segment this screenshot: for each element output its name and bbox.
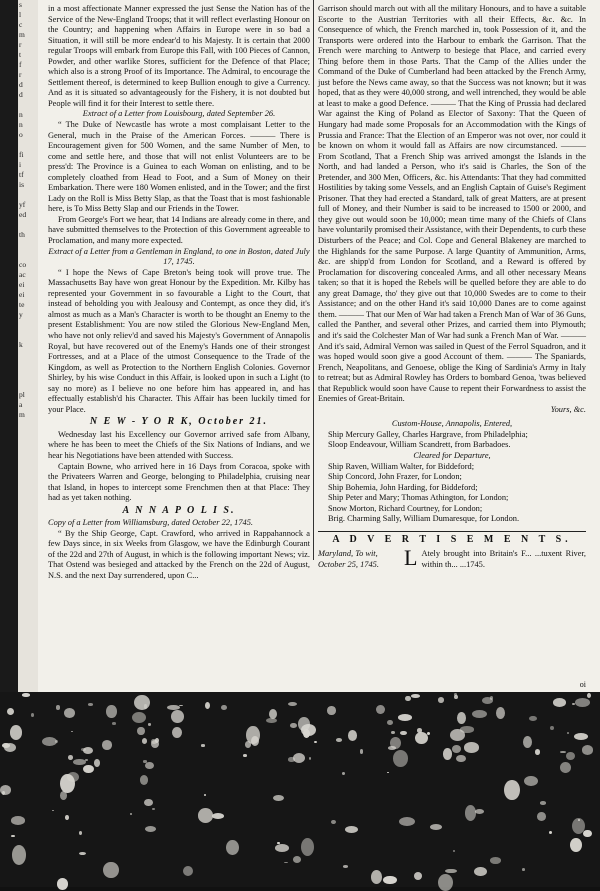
scan-speck [414,872,423,880]
margin-fragment: r [19,70,22,79]
scan-speck [245,741,251,748]
scan-speck [301,838,314,856]
ad-text: Ately brought into Britain's F... ...tuxent River, within th... ...1745. [421,549,586,569]
scan-speck [314,741,317,744]
scan-speck [172,727,182,738]
scan-speck [57,878,69,890]
margin-fragment: d [19,90,23,99]
scan-speck [399,817,415,826]
cleared-ship-6: Brig. Charming Sally, William Dumaresque, for London. [328,514,520,524]
scan-speck [273,795,284,801]
margin-fragment [18,460,38,470]
margin-fragment: m [19,410,25,419]
scan-speck [572,818,585,834]
margin-fragment [18,190,38,200]
scan-speck [567,732,569,734]
margin-fragment [18,450,38,460]
scan-speck [465,805,477,821]
margin-fragment: l [19,10,22,19]
scan-speck [22,693,29,696]
scan-speck [427,732,430,735]
margin-fragment: c [19,20,23,29]
scan-speck [204,794,206,796]
scan-speck [68,755,73,760]
scan-speck [288,702,297,706]
scan-speck [130,813,133,814]
extract-england: Extract of a Letter from a Gentleman in England, to one in Boston, dated July 17, 1745. [48,246,310,267]
right-paragraph-1: Garrison should march out with all the military Honours, and to have a suitable Escorte to the Austrian Territories with all their Effects, &c. &c. In Consequence of which, the French marched in, took Possession of it, and the Transports were ordered into the Harbour to embark the Garrison. That the French were marching to Antwerp to besiege that Place, and carried every Thing before them in those Parts. That the Camp of the Allies under the Command of the Duke of Cumberland had been attacked by the French Army, just before the News came away, so that the Success was not known; but it was hoped, that as they were 40,000 strong, and well intrenched, they would be able at least to make a good Defence. ——— That the King of Prussia had declared War against the King of Poland as Elector of Saxony: That the Queen of Hungary had made some Proposals for an Accommodation with the Kings of Prussia and France: That the Election of an Emperor was not over, nor could it be known on whom it would fall as Affairs are now circumstanced. ——— From Scotland, That a French Ship was arrived amongst the Islands in the North, and had landed a Person, who it's said is Charles, the Son of the Pretender, and 300 Men, Officers, &c. his Attendants: That they had committed Hostilities by taking some Vessels, and an English Captain of Guise's Regiment Prisoner. That they had erected a Standard, talk of great Matters, are at present full of Money, and their Number is said to be increased to 1500 or 2000, and they give out would soon be 10,000; mean time many of the Chiefs of Clans have voluntarily promised their Assistance, with their Dependents, to curb these Disturbers of the Peace; and Col. Cope and General Blakeney are marched to the Highlands for the same Purpose. A large Quantity of Ammunition, Arms, &c. are shipp'd from London for Scotland, and a Reward is offered by Proclamation for discovering concealed Arms, and all other necessary Means taken; so that it is hoped the Rebels will be quelled before they are able to do any great Damage, tho' they give out that 10,000 Swedes are to come to their Assistance; and on the other Hand it's said 10,000 Danes are to come against them. ——— That our Men of War had taken a French Man of War of 36 Guns, called the Panther, and several other Prizes, and carried them into Plymouth; and it's said the Colchester Man of War had sunk a French Man of War. ——— And it's said, Admiral Vernon was sailed in Quest of the Ferrol Squadron, and it was hoped would soon give a good Account of them. ——— The Spaniards, French, Neapolitans, and Genoese, oblige the King of Sardinia's Army in Italy to retreat; but as Admiral Rowley has Orders to bombard Genoa, 'twas believed that Republick would soon have Cause to repent their Forwardness to assist the Enemies of Great-Britain. [318,4,586,404]
scan-speck [56,705,60,709]
scan-speck [11,835,15,838]
scan-speck [336,738,342,742]
margin-fragment: o [19,130,23,139]
cleared-ship-4: Ship Peter and Mary; Thomas Athington, for London; [328,493,509,503]
scan-speck [376,705,385,714]
margin-fragment: s [19,0,22,9]
scan-speck [348,730,357,741]
scan-speck [535,749,540,755]
scan-speck [288,757,294,761]
advertisement [318,549,586,570]
scan-speck [212,813,224,819]
scan-speck [327,706,335,715]
margin-fragment [18,250,38,260]
margin-fragment: a [19,400,23,409]
scan-speck [587,693,591,698]
scan-speck [452,745,461,753]
scan-speck [438,697,445,703]
margin-fragment [18,350,38,360]
scan-speck [83,765,94,773]
annapolis-heading: A N N A P O L I S. [122,504,236,516]
scan-speck [94,759,100,767]
scan-speck [67,772,79,782]
scan-speck [460,726,474,732]
left-paragraph-6: Captain Bowne, who arrived here in 16 Days from Coracoa, spoke with the Privateers Warren and George, belonging to Philadelphia, cruising near that Island, in hopes to intercept some Frenchmen then at that Place: They had as yet taken nothing. [48,461,310,503]
margin-fragment [18,140,38,150]
scan-speck [415,732,428,744]
scan-speck [472,710,487,718]
margin-fragment: te [19,300,25,309]
ad-dropcap: L [404,549,418,571]
scan-speck [10,725,22,740]
margin-fragment [18,470,38,480]
scan-speck [269,709,277,719]
scan-speck [243,754,247,757]
margin-fragment [18,520,38,530]
scan-speck [475,809,484,814]
entered-ship-2: Sloop Endeavour, William Scandrett, from Barbadoes. [328,440,511,450]
scan-speck [140,775,148,784]
scan-speck [226,840,239,855]
scan-speck [102,740,113,750]
scan-speck [405,696,411,702]
left-paragraph-2: “ The Duke of Newcastle has wrote a most complaisant Letter to the General, much in the Praise of the American Forces. ——— There is Encouragement given for 500 Women, and the same Number of Men, to come and settle here, and those that will not enlist Volunteers are to be press'd: The Province is a Guinea to each Woman on enlisting, and to be completely cloathed from Head to Foot, and a Sum of Money on their Embarkation. There were 180 Women enlisted, and in the Tower; and the first Lady on the Roll is Miss Betty Slap, as that the Toast that is most fashionable here, is To Miss Betty Slap and our Friends in the Tower. [48,120,310,214]
margin-fragment: f [19,60,22,69]
cleared-ship-2: Ship Concord, John Frazer, for London; [328,472,462,482]
margin-fragment [18,430,38,440]
scan-speck [290,723,297,729]
scan-speck [445,869,456,874]
margin-fragment [18,320,38,330]
scan-speck [398,714,413,721]
scan-speck [343,865,348,868]
scan-speck [393,750,408,767]
scan-speck [540,801,546,804]
scan-speck [504,780,520,801]
scan-speck [400,731,406,735]
scan-speck [201,744,205,746]
margin-fragment: fi [19,150,24,159]
left-paragraph-3: From George's Fort we hear, that 14 Indians are already come in there, and have submitted themselves to the Protection of this Government agreeable to Proclamation, and many more expected. [48,214,310,246]
cleared-heading: Cleared for Departure, [413,450,491,460]
scan-speck [438,874,453,891]
scan-background [0,692,600,887]
scan-speck [183,866,193,876]
scan-speck [430,824,443,831]
scan-speck [73,759,86,766]
margin-fragment: ei [19,290,25,299]
scan-speck [572,703,575,705]
scan-speck [11,816,25,824]
scan-speck [83,747,93,754]
scan-speck [524,776,538,786]
scan-speck [360,749,364,754]
scan-speck [411,694,420,698]
scan-speck [482,697,494,704]
margin-fragment [18,440,38,450]
scan-speck [293,856,301,863]
scan-speck [52,810,54,811]
newyork-heading: N E W - Y O R K, October 21. [89,416,269,428]
scan-speck [2,743,10,748]
scan-speck [171,710,184,723]
scan-speck [454,695,457,699]
scan-speck [79,831,82,835]
ad-place: Maryland, To wit, October 25, 1745. [318,549,379,569]
scan-speck [549,831,552,834]
margin-fragment: n [19,110,23,119]
scan-speck [148,723,151,726]
scan-speck [550,726,554,730]
margin-fragment: tf [19,170,24,179]
scan-speck [144,799,153,806]
scan-speck [284,862,288,864]
page-number: oi [579,680,586,689]
margin-fragment [18,370,38,380]
scan-speck [464,742,480,753]
scan-speck [152,808,154,811]
margin-fragment [18,380,38,390]
scan-speck [65,815,70,820]
margin-fragment: m [19,30,25,39]
scan-speck [443,748,453,760]
scan-speck [144,704,147,709]
advertisements-heading: A D V E R T I S E M E N T S. [318,531,586,546]
scan-speck [331,820,336,825]
scan-speck [474,867,487,877]
margin-fragment: ac [19,270,26,279]
scan-speck [12,845,26,864]
scan-speck [145,826,157,832]
scan-speck [7,708,14,715]
extract-louisbourg: Extract of a Letter from Louisbourg, dated September 26. [82,109,276,119]
margin-fragment: yf [19,200,26,209]
scan-speck [560,762,571,773]
scan-speck [251,736,259,747]
scan-speck [566,752,575,761]
margin-fragment [18,360,38,370]
scan-speck [391,731,395,734]
scan-speck [496,707,505,719]
scan-speck [293,753,305,763]
margin-fragment: th [19,230,25,239]
scan-speck [134,695,150,710]
scan-speck [64,708,75,717]
right-column [318,4,586,570]
scan-speck [456,755,466,762]
scan-speck [570,838,582,852]
scan-speck [453,850,455,852]
margin-fragment: d [19,80,23,89]
scan-speck [522,868,525,871]
scan-speck [79,852,87,855]
cleared-ship-5: Snow Morton, Richard Courtney, for London; [328,503,483,513]
margin-fragment [18,480,38,490]
scan-speck [457,712,466,724]
left-paragraph-5: Wednesday last his Excellency our Governor arrived safe from Albany, where he has been to meet the Chiefs of the Six Nations of Indians, and we hear his Negotiations have been attended with Success. [48,429,310,460]
signature: Yours, &c. [550,404,586,414]
scan-speck [417,728,423,733]
margin-fragment [18,420,38,430]
margin-fragment: ed [19,210,27,219]
scan-speck [371,870,382,884]
scan-speck [342,772,345,775]
scan-speck [537,812,546,820]
scan-speck [106,705,116,718]
scan-speck [167,705,180,710]
scan-speck [142,738,147,744]
margin-fragment: r [19,40,22,49]
scan-speck [523,736,532,748]
cleared-ship-3: Ship Bohemia, John Harding, for Biddeford; [328,482,478,492]
margin-fragment: i [19,160,22,169]
scan-speck [103,862,119,879]
scan-speck [582,745,593,755]
scan-speck [575,698,590,707]
margin-fragment [18,220,38,230]
scan-speck [31,713,34,717]
margin-fragment: pl [19,390,25,399]
scan-speck [560,751,565,753]
margin-fragment: n [19,120,23,129]
scan-speck [198,808,213,823]
scan-speck [42,737,57,747]
scan-speck [303,729,310,738]
margin-fragment: co [19,260,27,269]
left-margin-fragments [18,0,38,692]
scan-speck [137,727,144,735]
left-paragraph-4: “ I hope the News of Cape Breton's being took will prove true. The Massachusetts Bay have won great Honour by the Expedition. Mr. Kilby has represented your Government in so favourable a Light to the Court, that instead of beholding you with Jealousy and Contempt, as once they did, it's almost as much as a Man's Character is worth to be thought an Enemy to the present Establishment: You are now stiled the Glorious New-England Men, who have not only reliev'd and saved his Majesty's Government of Annapolis Royal, but have recovered out of the Enemy's Hands one of their strongest Fortresses, and at a Place of the utmost Consequence to the Trade of the Kingdom, as well as Protection to the Northern English Colonies. Governor Shirley, by his wise Conduct in this Affair, is looked upon in such a Light (to say no more) as I believe no one before him has appeared in, and has effectually establish'd his Character. This Affair has been luckily timed for your Place. [48,267,310,414]
margin-fragment [18,500,38,510]
left-paragraph-7: “ By the Ship George, Capt. Crawford, who arrived in Rappahannock a few Days since, in six Weeks from Glasgow, we have the Edinburgh Courant of the 22d and 27th of August, in which is the following important News; viz. That Ostend was besieged and attacked by the French on the 22d of August, N.S. and the next Day surrendered, upon C... [48,528,310,580]
margin-fragment [18,240,38,250]
entered-ship-1: Ship Mercury Galley, Charles Hargrave, from Philadelphia; [328,429,528,439]
scan-speck [583,830,592,838]
scan-speck [383,876,397,884]
scan-speck [553,698,567,707]
scan-speck [275,844,290,852]
scan-speck [71,731,73,732]
left-paragraph-1: in a most affectionate Manner expressed the just Sense the Nation has of the Service of the New-England Troops; that it will reflect everlasting Honour on the Country; and happening when Affairs in Europe were in so bad a Situation, it will still be more endear'd to his Majesty. It is certain that 2000 regular Troops will embark from Europe this Fall, with 100 Pieces of Cannon, Powder, and other warlike Stores, sufficient for the Defence of that Place; which also is a strong Proof of its Importance. The Admiral, to encourage the Settlement thereof, is determined to keep Bullion enough to give a Currency. And as it is situated so advantageously for the Fishery, it is not doubted but People will find it for their Interest to settle there. [48,4,310,108]
scan-speck [529,716,538,722]
margin-fragment [18,510,38,520]
margin-fragment [18,490,38,500]
scan-speck [145,762,154,770]
margin-fragment: k [19,340,23,349]
margin-fragment [18,100,38,110]
scan-speck [387,772,389,774]
scan-speck [490,857,501,863]
scan-speck [387,720,392,725]
scan-speck [309,757,311,760]
margin-fragment: is [19,180,25,189]
extract-williamsburg: Copy of a Letter from Williamsburg, dated October 22, 1745. [48,518,254,528]
scan-speck [112,722,116,725]
scan-speck [221,705,227,711]
scan-speck [345,826,358,833]
margin-fragment: y [19,310,23,319]
scan-speck [88,703,93,706]
custom-house-heading: Custom-House, Annapolis, Entered, [391,419,513,429]
column-divider [313,0,314,560]
left-column [48,4,310,582]
cleared-ship-1: Ship Raven, William Walter, for Biddeford; [328,461,475,471]
newspaper-page [18,0,600,692]
scan-speck [390,737,401,749]
scan-speck [132,712,147,724]
scan-speck [205,702,210,709]
margin-fragment: ei [19,280,25,289]
margin-fragment [18,330,38,340]
scan-speck [574,733,588,740]
margin-fragment: t [19,50,22,59]
